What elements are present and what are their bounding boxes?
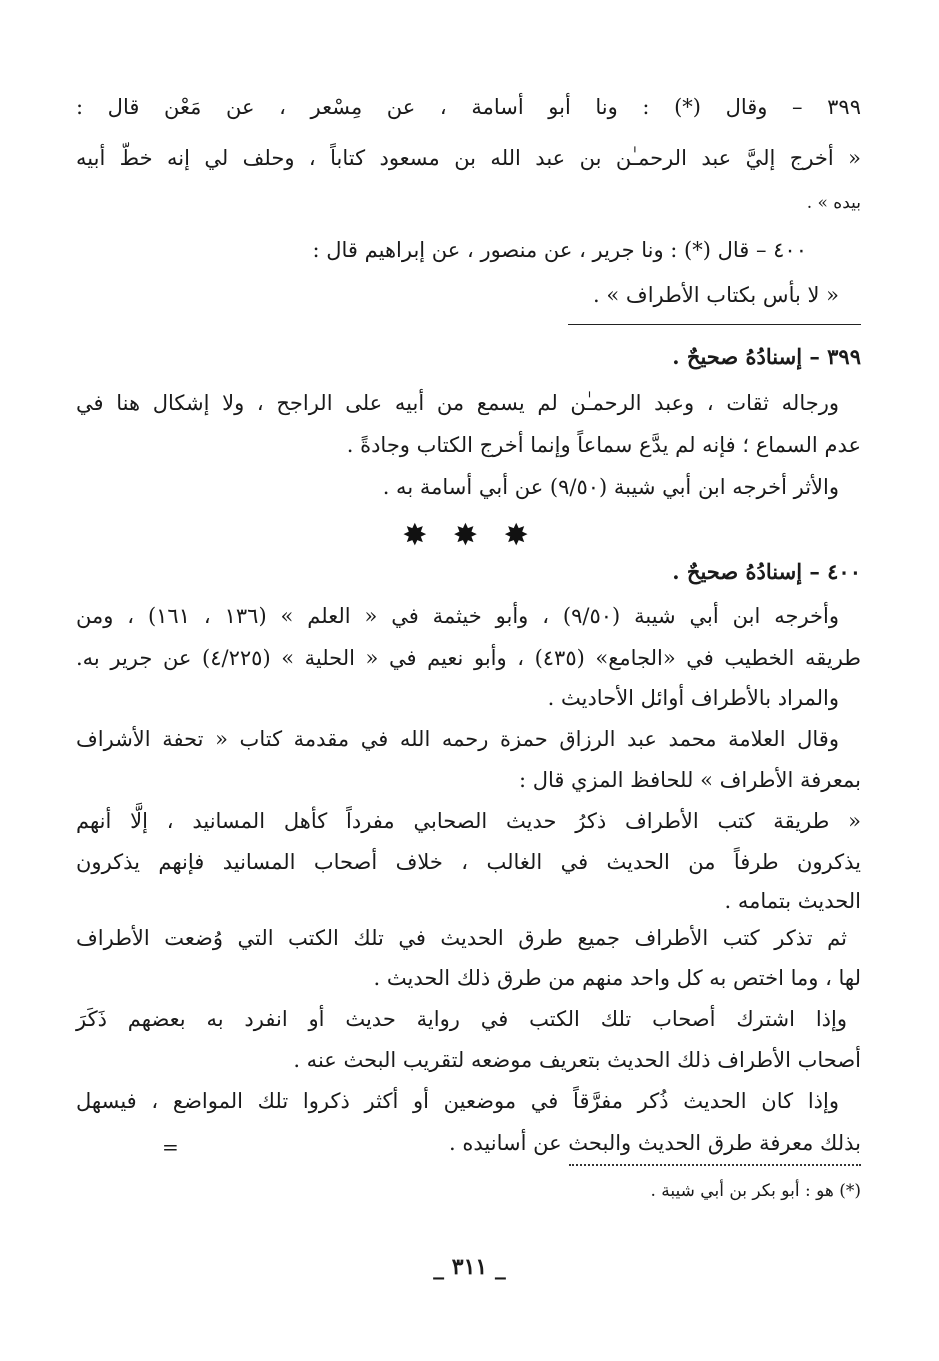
commentary-400-line-5: بمعرفة الأطراف » للحافظ المزي قال : xyxy=(518,768,861,792)
commentary-399-line-1: ورجاله ثقات ، وعبد الرحمـٰن لم يسمع من أبيه على الراجح ، ولا إشكال هنا في xyxy=(76,391,839,415)
narration-399-quote: « أخرج إليَّ عبد الرحمـٰن بن عبد الله بن مسعود كتاباً ، وحلف لي إنه خطّ أبيه xyxy=(76,146,861,170)
quote-line-4: ثم تذكر كتب الأطراف جميع طرق الحديث في تلك الكتب التي وُضعت الأطراف xyxy=(76,926,847,950)
commentary-399-line-2: عدم السماع ؛ فإنه لم يدَّع سماعاً وإنما أخرج الكتاب وجادةً . xyxy=(346,433,861,457)
commentary-400-line-3: والمراد بالأطراف أوائل الأحاديث . xyxy=(547,686,839,710)
commentary-400-line-1: وأخرجه ابن أبي شيبة (٩/٥٠) ، وأبو خيثمة في « العلم » (١٣٦ ، ١٦١) ، ومن xyxy=(76,604,839,628)
footnote-separator xyxy=(569,1164,861,1166)
continuation-mark: = xyxy=(162,1135,179,1159)
quote-line-1: « طريقة كتب الأطراف ذكرُ حديث الصحابي مفرداً كأهل المسانيد ، إلَّا أنهم xyxy=(76,809,861,833)
quote-line-7: أصحاب الأطراف ذلك الحديث بتعريف موضعه لتقريب البحث عنه . xyxy=(293,1048,861,1072)
narration-400: ٤٠٠ – قال (*) : ونا جرير ، عن منصور ، عن إبراهيم قال : xyxy=(312,238,807,262)
star-separator-icon: ✸ ✸ ✸ xyxy=(402,518,537,553)
heading-400: ٤٠٠ – إسنادُهُ صحيحٌ . xyxy=(672,559,861,584)
quote-line-8: وإذا كان الحديث ذُكر مفرَّقاً في موضعين أو أكثر ذكروا تلك المواضع ، فيسهل xyxy=(76,1089,839,1113)
commentary-400-line-2: طريقه الخطيب في «الجامع» (٤٣٥) ، وأبو نعيم في « الحلية » (٤/٢٢٥) عن جرير به. xyxy=(76,646,861,670)
commentary-399-line-3: والأثر أخرجه ابن أبي شيبة (٩/٥٠) عن أبي أسامة به . xyxy=(382,475,839,499)
commentary-400-line-4: وقال العلامة محمد عبد الرزاق حمزة رحمه الله في مقدمة كتاب « تحفة الأشراف xyxy=(76,727,839,751)
footnote: (*) هو : أبو بكر بن أبي شيبة . xyxy=(650,1181,861,1201)
narration-399-end: بيده » . xyxy=(806,193,861,213)
heading-399: ٣٩٩ – إسنادُهُ صحيحٌ . xyxy=(672,344,861,369)
narration-400-quote: « لا بأس بكتاب الأطراف » . xyxy=(593,283,839,307)
quote-line-9: بذلك معرفة طرق الحديث والبحث عن أسانيده . xyxy=(449,1131,861,1155)
page-number: _ ٣١١ _ xyxy=(433,1254,506,1280)
quote-line-2: يذكرون طرفاً من الحديث في الغالب ، خلاف أصحاب المسانيد فإنهم يذكرون xyxy=(76,850,861,874)
section-divider xyxy=(568,324,861,325)
quote-line-3: الحديث بتمامه . xyxy=(724,889,861,913)
quote-line-5: لها ، وما اختص به كل واحد منهم من طرق ذلك الحديث . xyxy=(373,966,861,990)
quote-line-6: وإذا اشترك أصحاب تلك الكتب في رواية حديث أو انفرد به بعضهم ذَكَرَ xyxy=(76,1007,847,1031)
narration-399: ٣٩٩ – وقال (*) : ونا أبو أسامة ، عن مِسْعر ، عن مَعْن قال : xyxy=(76,95,861,119)
